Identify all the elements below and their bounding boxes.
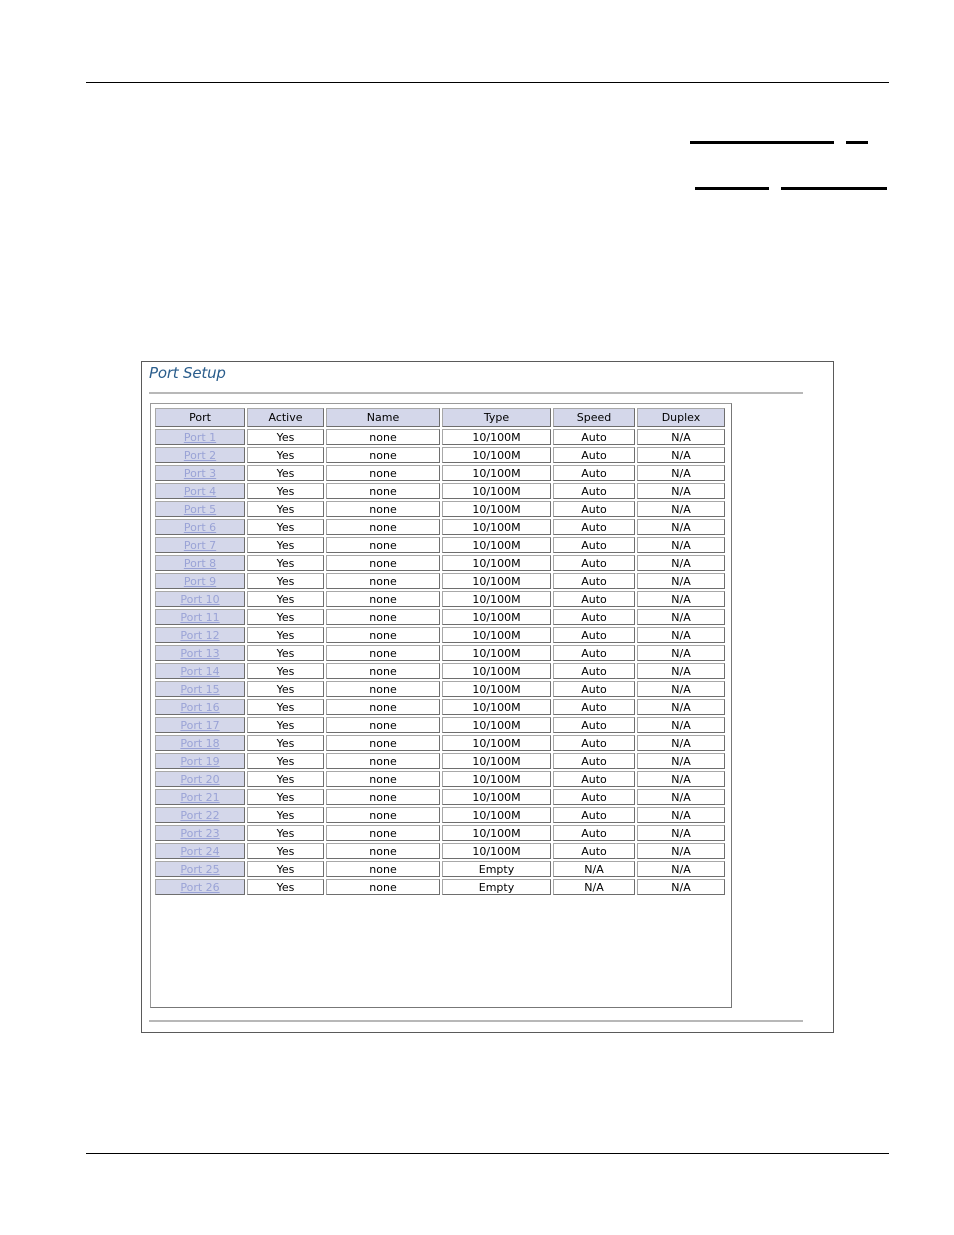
table-row (155, 591, 725, 607)
type-cell: 10/100M (442, 501, 551, 517)
speed-cell: Auto (553, 465, 635, 481)
active-cell: Yes (247, 447, 324, 463)
active-cell: Yes (247, 465, 324, 481)
port-cell (155, 627, 245, 643)
type-cell: 10/100M (442, 483, 551, 499)
duplex-cell: N/A (637, 699, 725, 715)
speed-cell: Auto (553, 429, 635, 445)
port-link[interactable]: Port 11 (180, 610, 220, 624)
speed-cell: Auto (553, 573, 635, 589)
speed-cell: N/A (553, 861, 635, 877)
port-cell (155, 807, 245, 823)
active-cell: Yes (247, 681, 324, 697)
duplex-cell: N/A (637, 573, 725, 589)
port-setup-table (153, 406, 727, 897)
port-cell (155, 573, 245, 589)
name-cell: none (326, 843, 440, 859)
port-table-container (150, 403, 732, 1008)
port-cell (155, 429, 245, 445)
table-row (155, 861, 725, 877)
name-cell: none (326, 483, 440, 499)
table-row (155, 843, 725, 859)
active-cell: Yes (247, 591, 324, 607)
speed-cell: Auto (553, 681, 635, 697)
table-row (155, 519, 725, 535)
port-cell (155, 447, 245, 463)
type-cell: 10/100M (442, 573, 551, 589)
column-header-speed: Speed (553, 408, 635, 427)
column-header-name: Name (326, 408, 440, 427)
name-cell: none (326, 537, 440, 553)
port-cell (155, 753, 245, 769)
active-cell: Yes (247, 879, 324, 895)
port-cell (155, 537, 245, 553)
type-cell: 10/100M (442, 771, 551, 787)
table-row (155, 735, 725, 751)
port-link[interactable]: Port 8 (183, 556, 217, 570)
header-underline (781, 187, 887, 190)
duplex-cell: N/A (637, 771, 725, 787)
active-cell: Yes (247, 789, 324, 805)
type-cell: 10/100M (442, 699, 551, 715)
name-cell: none (326, 789, 440, 805)
type-cell: 10/100M (442, 681, 551, 697)
active-cell: Yes (247, 843, 324, 859)
port-link[interactable]: Port 2 (183, 448, 217, 462)
port-cell (155, 861, 245, 877)
table-row (155, 717, 725, 733)
port-link[interactable]: Port 23 (180, 826, 220, 840)
table-row (155, 609, 725, 625)
name-cell: none (326, 627, 440, 643)
active-cell: Yes (247, 483, 324, 499)
port-cell (155, 609, 245, 625)
type-cell: 10/100M (442, 735, 551, 751)
active-cell: Yes (247, 663, 324, 679)
speed-cell: Auto (553, 789, 635, 805)
port-link[interactable]: Port 17 (180, 718, 220, 732)
port-cell (155, 663, 245, 679)
type-cell: 10/100M (442, 537, 551, 553)
speed-cell: Auto (553, 591, 635, 607)
duplex-cell: N/A (637, 861, 725, 877)
active-cell: Yes (247, 861, 324, 877)
port-link[interactable]: Port 26 (180, 880, 220, 894)
active-cell: Yes (247, 735, 324, 751)
name-cell: none (326, 609, 440, 625)
active-cell: Yes (247, 501, 324, 517)
type-cell: 10/100M (442, 519, 551, 535)
active-cell: Yes (247, 825, 324, 841)
name-cell: none (326, 699, 440, 715)
duplex-cell: N/A (637, 645, 725, 661)
column-header-port: Port (155, 408, 245, 427)
type-cell: 10/100M (442, 609, 551, 625)
table-row (155, 825, 725, 841)
speed-cell: Auto (553, 537, 635, 553)
port-link[interactable]: Port 9 (183, 574, 217, 588)
speed-cell: Auto (553, 447, 635, 463)
port-cell (155, 465, 245, 481)
type-cell: Empty (442, 879, 551, 895)
type-cell: 10/100M (442, 789, 551, 805)
speed-cell: Auto (553, 699, 635, 715)
panel-title: Port Setup (149, 364, 226, 382)
name-cell: none (326, 825, 440, 841)
table-row (155, 681, 725, 697)
table-row (155, 537, 725, 553)
table-row (155, 771, 725, 787)
name-cell: none (326, 501, 440, 517)
name-cell: none (326, 861, 440, 877)
name-cell: none (326, 519, 440, 535)
header-underline (695, 187, 769, 190)
port-setup-screenshot (141, 361, 834, 1033)
table-row (155, 699, 725, 715)
port-link[interactable]: Port 1 (183, 430, 217, 444)
duplex-cell: N/A (637, 825, 725, 841)
port-link[interactable]: Port 14 (180, 664, 220, 678)
duplex-cell: N/A (637, 717, 725, 733)
table-row (155, 879, 725, 895)
port-cell (155, 879, 245, 895)
table-row (155, 447, 725, 463)
table-row (155, 789, 725, 805)
speed-cell: Auto (553, 627, 635, 643)
table-row (155, 663, 725, 679)
type-cell: 10/100M (442, 591, 551, 607)
duplex-cell: N/A (637, 483, 725, 499)
name-cell: none (326, 807, 440, 823)
speed-cell: Auto (553, 807, 635, 823)
port-table-body (155, 429, 725, 895)
name-cell: none (326, 663, 440, 679)
column-header-active: Active (247, 408, 324, 427)
type-cell: 10/100M (442, 429, 551, 445)
active-cell: Yes (247, 753, 324, 769)
duplex-cell: N/A (637, 789, 725, 805)
name-cell: none (326, 591, 440, 607)
type-cell: 10/100M (442, 717, 551, 733)
type-cell: 10/100M (442, 627, 551, 643)
table-row (155, 645, 725, 661)
duplex-cell: N/A (637, 843, 725, 859)
bottom-divider (149, 1020, 803, 1022)
port-link[interactable]: Port 10 (180, 592, 220, 606)
name-cell: none (326, 555, 440, 571)
speed-cell: Auto (553, 555, 635, 571)
duplex-cell: N/A (637, 663, 725, 679)
duplex-cell: N/A (637, 627, 725, 643)
active-cell: Yes (247, 573, 324, 589)
duplex-cell: N/A (637, 447, 725, 463)
type-cell: 10/100M (442, 645, 551, 661)
port-cell (155, 699, 245, 715)
duplex-cell: N/A (637, 735, 725, 751)
speed-cell: Auto (553, 501, 635, 517)
table-row (155, 753, 725, 769)
port-link[interactable]: Port 18 (180, 736, 220, 750)
port-cell (155, 843, 245, 859)
duplex-cell: N/A (637, 519, 725, 535)
port-link[interactable]: Port 6 (183, 520, 217, 534)
type-cell: 10/100M (442, 663, 551, 679)
name-cell: none (326, 573, 440, 589)
duplex-cell: N/A (637, 879, 725, 895)
speed-cell: Auto (553, 825, 635, 841)
table-row (155, 573, 725, 589)
type-cell: 10/100M (442, 843, 551, 859)
type-cell: Empty (442, 861, 551, 877)
type-cell: 10/100M (442, 465, 551, 481)
active-cell: Yes (247, 429, 324, 445)
port-link[interactable]: Port 24 (180, 844, 220, 858)
active-cell: Yes (247, 771, 324, 787)
table-row (155, 429, 725, 445)
port-link[interactable]: Port 7 (183, 538, 217, 552)
duplex-cell: N/A (637, 753, 725, 769)
speed-cell: Auto (553, 609, 635, 625)
speed-cell: Auto (553, 735, 635, 751)
name-cell: none (326, 465, 440, 481)
type-cell: 10/100M (442, 753, 551, 769)
duplex-cell: N/A (637, 537, 725, 553)
active-cell: Yes (247, 627, 324, 643)
speed-cell: Auto (553, 519, 635, 535)
port-link[interactable]: Port 15 (180, 682, 220, 696)
table-header-row (155, 408, 725, 427)
page-footer-rule (86, 1153, 889, 1154)
speed-cell: N/A (553, 879, 635, 895)
active-cell: Yes (247, 519, 324, 535)
port-cell (155, 735, 245, 751)
duplex-cell: N/A (637, 807, 725, 823)
speed-cell: Auto (553, 771, 635, 787)
table-row (155, 807, 725, 823)
port-cell (155, 591, 245, 607)
port-cell (155, 771, 245, 787)
name-cell: none (326, 735, 440, 751)
active-cell: Yes (247, 699, 324, 715)
table-row (155, 465, 725, 481)
table-row (155, 555, 725, 571)
port-cell (155, 681, 245, 697)
header-underline (846, 141, 868, 144)
column-header-duplex: Duplex (637, 408, 725, 427)
type-cell: 10/100M (442, 807, 551, 823)
table-row (155, 627, 725, 643)
port-link[interactable]: Port 12 (180, 628, 220, 642)
port-cell (155, 645, 245, 661)
port-link[interactable]: Port 19 (180, 754, 220, 768)
name-cell: none (326, 645, 440, 661)
port-link[interactable]: Port 3 (183, 466, 217, 480)
duplex-cell: N/A (637, 501, 725, 517)
speed-cell: Auto (553, 753, 635, 769)
active-cell: Yes (247, 537, 324, 553)
duplex-cell: N/A (637, 555, 725, 571)
duplex-cell: N/A (637, 465, 725, 481)
port-link[interactable]: Port 13 (180, 646, 220, 660)
title-divider (149, 392, 803, 394)
port-link[interactable]: Port 16 (180, 700, 220, 714)
active-cell: Yes (247, 555, 324, 571)
active-cell: Yes (247, 717, 324, 733)
port-link[interactable]: Port 4 (183, 484, 217, 498)
duplex-cell: N/A (637, 609, 725, 625)
name-cell: none (326, 753, 440, 769)
duplex-cell: N/A (637, 591, 725, 607)
column-header-type: Type (442, 408, 551, 427)
active-cell: Yes (247, 807, 324, 823)
name-cell: none (326, 717, 440, 733)
port-link[interactable]: Port 22 (180, 808, 220, 822)
port-cell (155, 789, 245, 805)
port-cell (155, 825, 245, 841)
active-cell: Yes (247, 645, 324, 661)
name-cell: none (326, 879, 440, 895)
speed-cell: Auto (553, 483, 635, 499)
page-header-rule (86, 82, 889, 83)
speed-cell: Auto (553, 843, 635, 859)
active-cell: Yes (247, 609, 324, 625)
port-link[interactable]: Port 20 (180, 772, 220, 786)
port-cell (155, 717, 245, 733)
speed-cell: Auto (553, 717, 635, 733)
port-link[interactable]: Port 21 (180, 790, 220, 804)
duplex-cell: N/A (637, 681, 725, 697)
type-cell: 10/100M (442, 447, 551, 463)
type-cell: 10/100M (442, 555, 551, 571)
header-underline (690, 141, 834, 144)
port-link[interactable]: Port 5 (183, 502, 217, 516)
speed-cell: Auto (553, 663, 635, 679)
speed-cell: Auto (553, 645, 635, 661)
name-cell: none (326, 771, 440, 787)
table-row (155, 483, 725, 499)
port-cell (155, 519, 245, 535)
port-cell (155, 501, 245, 517)
type-cell: 10/100M (442, 825, 551, 841)
name-cell: none (326, 429, 440, 445)
duplex-cell: N/A (637, 429, 725, 445)
port-link[interactable]: Port 25 (180, 862, 220, 876)
name-cell: none (326, 447, 440, 463)
port-cell (155, 555, 245, 571)
port-cell (155, 483, 245, 499)
table-row (155, 501, 725, 517)
name-cell: none (326, 681, 440, 697)
